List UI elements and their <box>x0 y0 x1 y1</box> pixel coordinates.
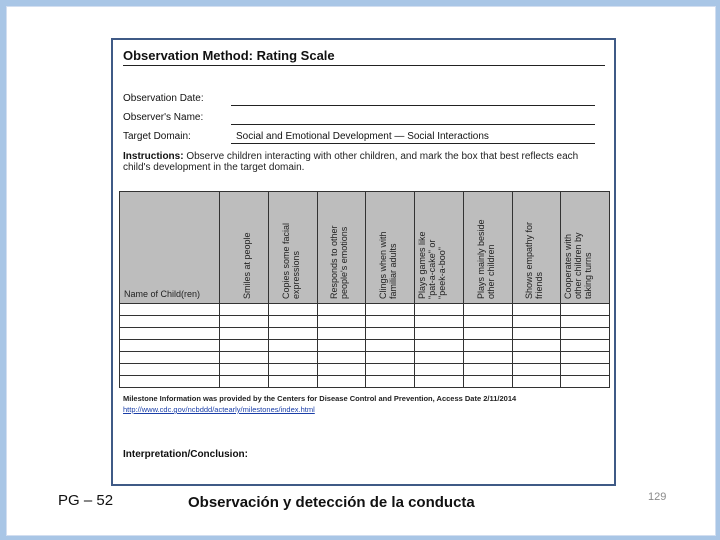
slide-number: 129 <box>648 491 667 503</box>
rating-cell[interactable] <box>415 352 464 364</box>
column-header-label: Copies some facial expressions <box>280 222 301 299</box>
rating-cell[interactable] <box>366 364 415 376</box>
instructions <box>123 151 601 173</box>
observation-date-label: Observation Date: <box>123 93 204 104</box>
rating-cell[interactable] <box>463 364 512 376</box>
rating-cell[interactable] <box>317 352 366 364</box>
rating-cell[interactable] <box>512 328 561 340</box>
title-divider <box>123 65 605 66</box>
rating-cell[interactable] <box>268 316 317 328</box>
column-header <box>463 192 512 304</box>
rating-cell[interactable] <box>366 316 415 328</box>
rating-cell[interactable] <box>463 328 512 340</box>
column-header-label: Clings when with familiar adults <box>378 231 399 299</box>
rating-cell[interactable] <box>366 340 415 352</box>
table-row <box>120 340 610 352</box>
child-name-cell[interactable] <box>120 340 220 352</box>
rating-cell[interactable] <box>512 340 561 352</box>
rating-cell[interactable] <box>268 304 317 316</box>
name-column-header: Name of Child(ren) <box>120 192 220 304</box>
rating-cell[interactable] <box>366 352 415 364</box>
rating-cell[interactable] <box>415 376 464 388</box>
child-name-cell[interactable] <box>120 376 220 388</box>
table-row <box>120 316 610 328</box>
rating-cell[interactable] <box>561 352 610 364</box>
milestone-link[interactable]: http://www.cdc.gov/ncbddd/actearly/milestones/index.html <box>123 405 315 414</box>
rating-cell[interactable] <box>415 304 464 316</box>
rating-cell[interactable] <box>463 316 512 328</box>
rating-cell[interactable] <box>220 376 269 388</box>
rating-cell[interactable] <box>512 376 561 388</box>
rating-cell[interactable] <box>220 352 269 364</box>
column-header-label: Plays mainly beside other children <box>475 219 496 299</box>
rating-cell[interactable] <box>561 316 610 328</box>
column-header-label: Smiles at people <box>241 232 252 299</box>
column-header <box>561 192 610 304</box>
form-title: Observation Method: Rating Scale <box>123 48 335 63</box>
rating-cell[interactable] <box>415 316 464 328</box>
table-row <box>120 328 610 340</box>
column-header <box>512 192 561 304</box>
rating-cell[interactable] <box>512 304 561 316</box>
rating-cell[interactable] <box>220 364 269 376</box>
milestone-text: Milestone Information was provided by the Centers for Disease Control and Prevention, Access Date 2/11/2014 <box>123 394 517 403</box>
column-header-label: Responds to other people's emotions <box>329 225 350 299</box>
rating-cell[interactable] <box>317 340 366 352</box>
rating-cell[interactable] <box>463 376 512 388</box>
footer-page-code: PG – 52 <box>58 492 114 509</box>
rating-cell[interactable] <box>366 376 415 388</box>
observer-name-field[interactable] <box>231 111 595 125</box>
rating-cell[interactable] <box>512 352 561 364</box>
child-name-cell[interactable] <box>120 304 220 316</box>
child-name-cell[interactable] <box>120 352 220 364</box>
rating-cell[interactable] <box>366 328 415 340</box>
column-header-label: Shows empathy for friends <box>524 221 545 299</box>
rating-cell[interactable] <box>317 316 366 328</box>
rating-cell[interactable] <box>512 316 561 328</box>
rating-cell[interactable] <box>561 364 610 376</box>
rating-cell[interactable] <box>561 340 610 352</box>
column-header <box>415 192 464 304</box>
rating-cell[interactable] <box>415 340 464 352</box>
header-row <box>120 192 610 304</box>
rating-table <box>119 191 610 388</box>
rating-cell[interactable] <box>366 304 415 316</box>
observer-name-label: Observer's Name: <box>123 112 204 123</box>
rating-cell[interactable] <box>561 304 610 316</box>
rating-cell[interactable] <box>268 364 317 376</box>
table-row <box>120 352 610 364</box>
interpretation-label: Interpretation/Conclusion: <box>123 449 248 460</box>
rating-cell[interactable] <box>268 340 317 352</box>
rating-cell[interactable] <box>463 352 512 364</box>
rating-cell[interactable] <box>561 376 610 388</box>
rating-cell[interactable] <box>268 328 317 340</box>
table-row <box>120 364 610 376</box>
rating-cell[interactable] <box>220 304 269 316</box>
rating-cell[interactable] <box>317 328 366 340</box>
column-header <box>220 192 269 304</box>
milestone-note <box>123 393 603 415</box>
observation-form <box>111 38 616 486</box>
rating-table-body <box>120 304 610 388</box>
column-header-label: Cooperates with other children by taking turns <box>563 232 594 299</box>
rating-cell[interactable] <box>317 304 366 316</box>
rating-cell[interactable] <box>561 328 610 340</box>
rating-cell[interactable] <box>220 316 269 328</box>
rating-cell[interactable] <box>220 340 269 352</box>
rating-cell[interactable] <box>415 364 464 376</box>
rating-cell[interactable] <box>463 340 512 352</box>
rating-cell[interactable] <box>268 352 317 364</box>
rating-cell[interactable] <box>220 328 269 340</box>
child-name-cell[interactable] <box>120 316 220 328</box>
column-header <box>366 192 415 304</box>
footer-title: Observación y detección de la conducta <box>188 494 475 511</box>
rating-cell[interactable] <box>317 376 366 388</box>
observation-date-field[interactable] <box>231 92 595 106</box>
child-name-cell[interactable] <box>120 328 220 340</box>
column-header-label: Plays games like "pat-a-cake" or "peek-a-boo" <box>416 231 447 299</box>
target-domain-field[interactable]: Social and Emotional Development — Social Interactions <box>231 130 595 144</box>
child-name-cell[interactable] <box>120 364 220 376</box>
rating-cell[interactable] <box>317 364 366 376</box>
rating-cell[interactable] <box>463 304 512 316</box>
table-row <box>120 376 610 388</box>
table-row <box>120 304 610 316</box>
rating-cell[interactable] <box>415 328 464 340</box>
column-header <box>317 192 366 304</box>
column-header <box>268 192 317 304</box>
instructions-lead: Instructions: <box>123 151 184 162</box>
rating-cell[interactable] <box>268 376 317 388</box>
instructions-text: Observe children interacting with other children, and mark the box that best reflects each child's development in the target domain. <box>123 151 579 173</box>
rating-cell[interactable] <box>512 364 561 376</box>
target-domain-label: Target Domain: <box>123 131 191 142</box>
